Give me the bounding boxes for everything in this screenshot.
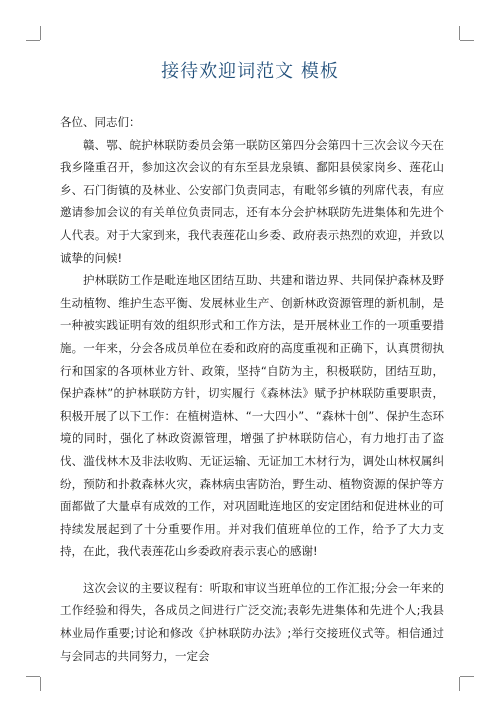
crop-mark-top-left-h xyxy=(26,40,40,41)
paragraph-agenda: 这次会议的主要议程有：听取和审议当班单位的工作汇报;分会一年来的工作经验和得失，各成员之间进行广泛交流;表彰先进集体和先进个人;我县林业局作重要;讨论和修改《护林联防办法》;举行交接班仪式等。相信通过与会同志的共同努力，一定会 xyxy=(60,580,444,663)
crop-mark-top-right-v xyxy=(459,26,460,40)
crop-mark-bottom-left-v xyxy=(40,677,41,691)
crop-mark-top-right-h xyxy=(460,40,474,41)
crop-mark-bottom-right-h xyxy=(460,676,474,677)
crop-mark-bottom-right-v xyxy=(459,677,460,691)
crop-mark-top-left-v xyxy=(40,26,41,40)
document-body xyxy=(60,111,444,667)
document-title: 接待欢迎词范文 模板 xyxy=(161,61,339,82)
paragraph-work-summary: 护林联防工作是毗连地区团结互助、共建和谐边界、共同保护森林及野生动植物、维护生态平衡、发展林业生产、创新林政资源管理的新机制，是一种被实践证明有效的组织形式和工作方法，是开展林业工作的一项重要措施。一年来，分会各成员单位在委和政府的高度重视和正确下，认真贯彻执行和国家的各项林业方针、政策，坚持“自防为主，积极联防，团结互助，保护森林”的护林联防方针，切实履行《森林法》赋予护林联防重要职责，积极开展了以下工作：在植树造林、“一大四小”、“森林十创”、保护生态环境的同时，强化了林政资源管理，增强了护林联防信心，有力地打击了盗伐、滥伐林木及非法收购、无证运输、无证加工木材行为，调处山林权属纠纷，预防和扑救森林火灾，森林病虫害防治，野生动、植物资源的保护等方面都做了大量卓有成效的工作，对巩固毗连地区的安定团结和促进林业的可持续发展起到了十分重要作用。并对我们值班单位的工作，给予了大力支持，在此，我代表莲花山乡委政府表示衷心的感谢! xyxy=(60,273,444,559)
paragraph-opening: 赣、鄂、皖护林联防委员会第一联防区第四分会第四十三次会议今天在我乡隆重召开，参加这次会议的有东至县龙泉镇、鄱阳县侯家岗乡、莲花山乡、石门街镇的及林业、公安部门负责同志，有毗邻乡镇的列席代表，有应邀请参加会议的有关单位负责同志，还有本分会护林联防先进集体和先进个人代表。对于大家到来，我代表莲花山乡委、政府表示热烈的欢迎，并致以诚挚的问候! xyxy=(60,137,444,265)
salutation: 各位、同志们： xyxy=(60,115,141,129)
crop-mark-bottom-left-h xyxy=(26,676,40,677)
